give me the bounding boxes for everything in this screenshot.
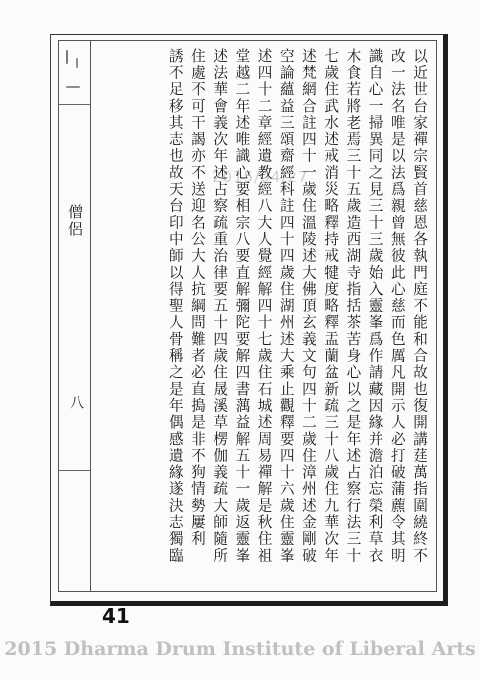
text-column: 識自心一掃異同之見三十三歲始入靈峯爲作請藏因緣并澹泊忘榮利草衣 (366, 48, 384, 565)
page-number: 41 (102, 604, 130, 628)
margin-rule-bottom (58, 470, 90, 471)
text-column: 七歲住武水述戒消災略釋持戒犍度略釋盂蘭盆新疏三十八歲住九華次年 (322, 48, 340, 565)
text-column: 改一法名唯是以法爲親曾無彼此心慈而色厲凡開示人必打破蒲藨令其明 (388, 48, 406, 565)
ink-mark (66, 86, 80, 88)
main-text (96, 48, 430, 592)
ink-mark (76, 58, 78, 68)
watermark-date: 2015/04/27 (212, 168, 309, 186)
margin-page-mark: 八 (68, 395, 84, 409)
text-column: 木食若將老焉三十五歲造西湖寺指括茶苦身心以之是年述占察行法三十 (344, 48, 362, 565)
margin-strip (58, 40, 91, 592)
text-column: 述四十二章經遺教經八大人覺經解四十七歲住石城述周易禪解是秋住祖 (255, 48, 273, 565)
text-column: 述梵網合註四十一歲住溫陵述大佛頂玄義文句四十二歲住漳州述金剛破 (299, 48, 317, 565)
watermark-footer: 2015 Dharma Drum Institute of Liberal Arts (4, 638, 476, 660)
margin-rule-top (58, 40, 90, 105)
text-column: 空論蘊益三頌齋經科註四十四歲住湖州述大乘止觀釋要四十六歲住靈峯 (277, 48, 295, 565)
text-column: 以近世台家禪宗賢首慈恩各執門庭不能和合故也復開講莛萬指圍繞終不 (411, 48, 428, 565)
ink-mark (66, 50, 68, 64)
text-column: 住處不可干謁亦不送迎名公大人抗綱問難者必直搗是非不狗情勢屢利 (188, 48, 206, 548)
text-column: 述法華會義次年述占察疏重治律要五十四歲住晟溪草楞伽義疏大師隨所 (211, 48, 229, 565)
text-column: 誘不足移其志也故天台印中師以得聖人骨稱之是年偶感遺緣遂決志獨臨 (166, 48, 184, 565)
margin-title: 僧侶 (66, 204, 84, 238)
text-column: 堂越二年述唯識心要相宗八要直解彌陀要解四書蕅益解五十一歲返靈峯 (233, 48, 251, 565)
